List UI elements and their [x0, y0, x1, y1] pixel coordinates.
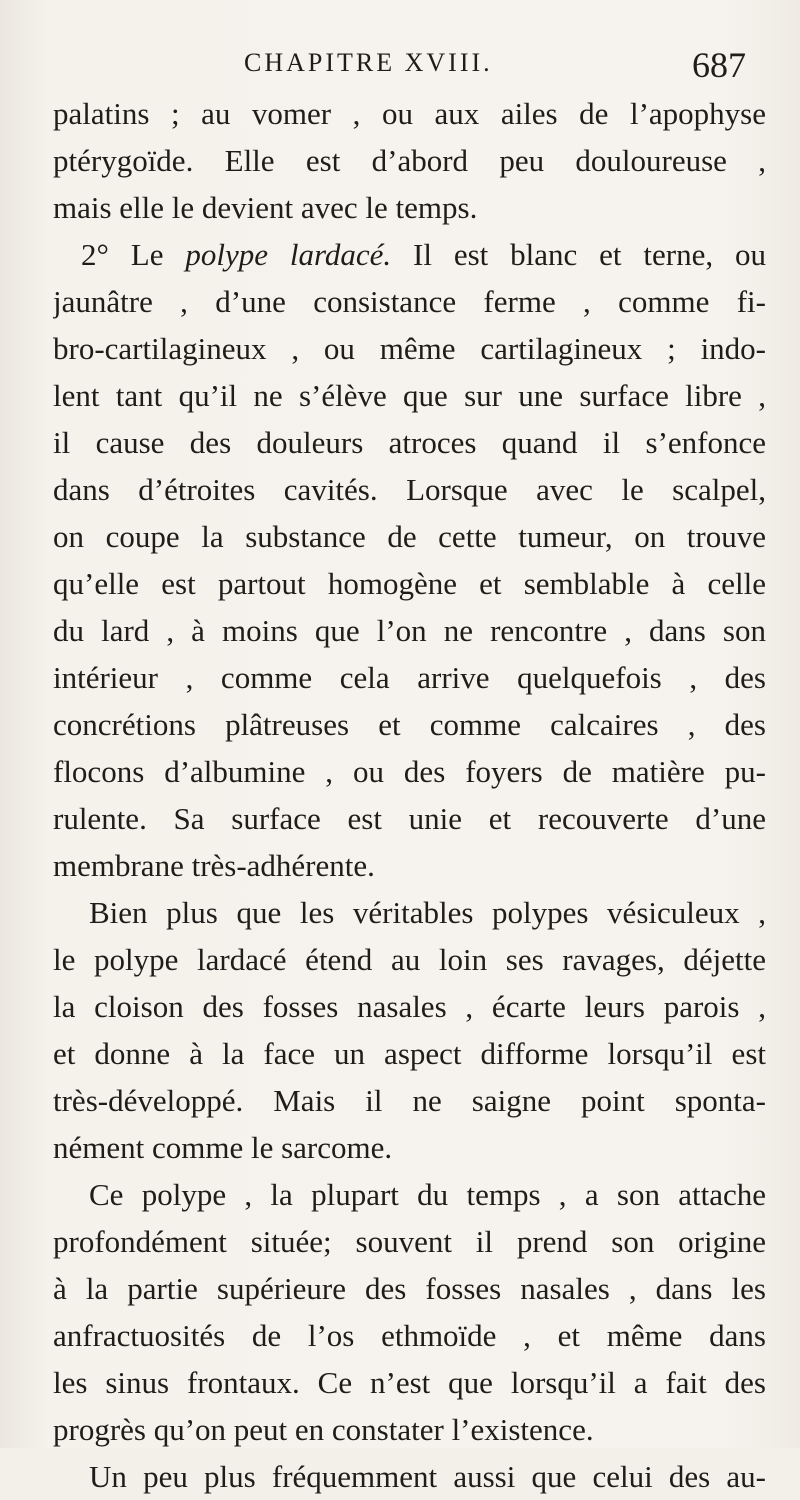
text-line: on coupe la substance de cette tumeur, on trouve [53, 519, 766, 554]
text-line: la cloison des fosses nasales , écarte leurs parois , [53, 989, 766, 1024]
text-line: qu’elle est partout homogène et semblable à celle [53, 566, 766, 601]
text-line: et donne à la face un aspect difforme lorsqu’il est [53, 1036, 766, 1071]
text-line: anfractuosités de l’os ethmoïde , et même dans [53, 1318, 766, 1353]
text-line: Bien plus que les véritables polypes vésiculeux , [89, 895, 766, 930]
text-line: à la partie supérieure des fosses nasales , dans les [53, 1271, 766, 1306]
text-line: Ce polype , la plupart du temps , a son attache [89, 1177, 766, 1212]
text-line: le polype lardacé étend au loin ses ravages, déjette [53, 942, 766, 977]
chapter-title: CHAPITRE XVIII. [244, 48, 493, 77]
text-line: profondément située; souvent il prend son origine [53, 1224, 766, 1259]
text-line: ptérygoïde. Elle est d’abord peu douloureuse , [53, 143, 766, 178]
running-header [0, 26, 800, 86]
text-line: jaunâtre , d’une consistance ferme , comme fi- [53, 284, 766, 319]
section-title-italic: polype lardacé. [185, 237, 392, 272]
section-number: 2° Le [81, 237, 186, 272]
text-line: rulente. Sa surface est unie et recouverte d’une [53, 801, 766, 836]
text-line: très-développé. Mais il ne saigne point sponta- [53, 1083, 766, 1118]
section-heading-rest: Il est blanc et terne, ou [391, 237, 766, 272]
text-line: dans d’étroites cavités. Lorsque avec le scalpel, [53, 472, 766, 507]
text-line: membrane très-adhérente. [53, 848, 375, 883]
text-line: progrès qu’on peut en constater l’existence. [53, 1412, 594, 1447]
text-body [53, 90, 766, 1500]
text-line: palatins ; au vomer , ou aux ailes de l’apophyse [53, 96, 766, 131]
text-line: concrétions plâtreuses et comme calcaires , des [53, 707, 766, 742]
text-line-section-heading [53, 231, 766, 278]
text-line: Un peu plus fréquemment aussi que celui des au- [89, 1459, 766, 1494]
page-number: 687 [692, 45, 746, 85]
text-line: lent tant qu’il ne s’élève que sur une surface libre , [53, 378, 766, 413]
text-line: nément comme le sarcome. [53, 1130, 393, 1165]
text-line: les sinus frontaux. Ce n’est que lorsqu’il a fait des [53, 1365, 766, 1400]
text-line: bro-cartilagineux , ou même cartilagineux ; indo- [53, 331, 766, 366]
text-line: flocons d’albumine , ou des foyers de matière pu- [53, 754, 766, 789]
text-line: intérieur , comme cela arrive quelquefois , des [53, 660, 766, 695]
text-line: mais elle le devient avec le temps. [53, 190, 478, 225]
text-line: du lard , à moins que l’on ne rencontre , dans son [53, 613, 766, 648]
text-line: il cause des douleurs atroces quand il s’enfonce [53, 425, 766, 460]
